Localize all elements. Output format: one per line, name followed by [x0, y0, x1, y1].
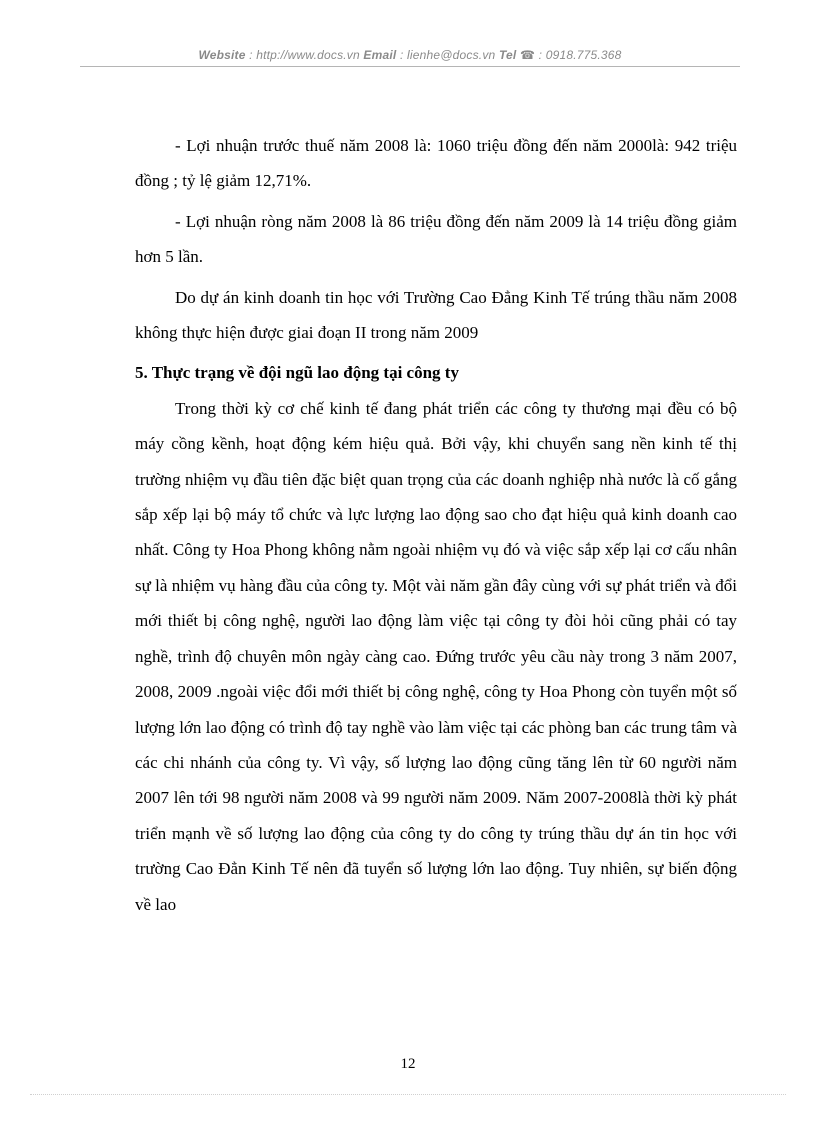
website-value: : http://www.docs.vn — [245, 48, 364, 62]
email-label: Email — [363, 48, 397, 62]
paragraph-profit-before-tax: - Lợi nhuận trước thuế năm 2008 là: 1060 triệu đồng đến năm 2000là: 942 triệu đồng ; tỷ lệ giảm 12,71%. — [135, 136, 737, 191]
tel-value: ☎ : 0918.775.368 — [516, 48, 622, 62]
document-body — [135, 128, 737, 922]
header-divider — [80, 66, 740, 67]
paragraph-net-profit: - Lợi nhuận ròng năm 2008 là 86 triệu đồng đến năm 2009 là 14 triệu đồng giảm hơn 5 lần. — [135, 211, 737, 267]
paragraph-workforce: Trong thời kỳ cơ chế kinh tế đang phát triển các công ty thương mại đều có bộ máy cồng kềnh, hoạt động kém hiệu quả. Bởi vậy, khi chuyển sang nền kinh tế thị trường nhiệm vụ đầu tiên đặc biệt quan trọng của các doanh nghiệp nhà nước là cố gắng sắp xếp lại bộ máy tổ chức và lực lượng lao động sao cho đạt hiệu quả kinh doanh cao nhất. Công ty Hoa Phong không nằm ngoài nhiệm vụ đó và việc sắp xếp lại cơ cấu nhân sự là nhiệm vụ hàng đầu của công ty. Một vài năm gần đây cùng với sự phát triển và đổi mới thiết bị công nghệ, người lao động làm việc tại công ty đòi hỏi cũng phải có tay nghề, trình độ chuyên môn ngày càng cao. Đứng trước yêu cầu này trong 3 năm 2007, 2008, 2009 .ngoài việc đổi mới thiết bị công nghệ, công ty Hoa Phong còn tuyển một số lượng lớn lao động có trình độ tay nghề vào làm việc tại các phòng ban các trung tâm và các chi nhánh của công ty. Vì vậy, số lượng lao động cũng tăng lên từ 60 người năm 2007 lên tới 98 người năm 2008 và 99 người năm 2009. Năm 2007-2008là thời kỳ phát triển mạnh về số lượng lao động của công ty do công ty trúng thầu dự án tin học với trường Cao Đẳn Kinh Tế nên đã tuyển số lượng lớn lao động. Tuy nhiên, sự biến động về lao — [135, 398, 737, 914]
email-value: : lienhe@docs.vn — [396, 48, 499, 62]
tel-label: Tel — [498, 48, 517, 62]
website-label: Website — [198, 48, 246, 62]
paragraph-project-note: Do dự án kinh doanh tin học với Trường Cao Đẳng Kinh Tế trúng thầu năm 2008 không thực hiện được giai đoạn II trong năm 2009 — [135, 287, 737, 343]
page-header — [80, 48, 740, 62]
page-number: 12 — [400, 1056, 416, 1072]
section-heading: 5. Thực trạng về đội ngũ lao động tại công ty — [135, 363, 459, 383]
footer-divider — [30, 1094, 786, 1095]
